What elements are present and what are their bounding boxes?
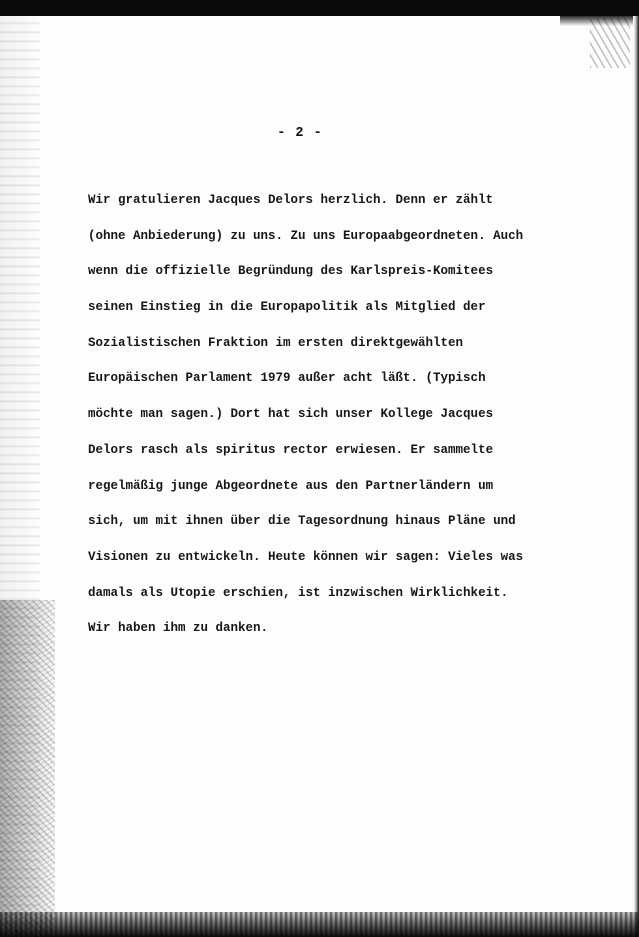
text-line: damals als Utopie erschien, ist inzwischen Wirklichkeit. [88, 585, 509, 600]
scan-bottom-border [0, 912, 639, 937]
text-line: (ohne Anbiederung) zu uns. Zu uns Europaabgeordneten. Auch [88, 228, 524, 243]
text-line: regelmäßig junge Abgeordnete aus den Partnerländern um [88, 478, 494, 493]
text-line: seinen Einstieg in die Europapolitik als Mitglied der [88, 299, 486, 314]
text-line: Sozialistischen Fraktion im ersten direktgewählten [88, 335, 464, 350]
scan-right-edge [633, 16, 639, 937]
text-line: sich, um mit ihnen über die Tagesordnung hinaus Pläne und [88, 514, 516, 529]
scan-left-shadow [0, 600, 55, 937]
text-line: wenn die offizielle Begründung des Karlspreis-Komitees [88, 264, 494, 279]
scan-corner-noise [590, 18, 630, 68]
body-paragraph [88, 171, 608, 659]
text-line: Wir haben ihm zu danken. [88, 621, 269, 636]
text-line: Europäischen Parlament 1979 außer acht läßt. (Typisch [88, 371, 486, 386]
scan-top-border [0, 0, 639, 16]
text-line: Visionen zu entwickeln. Heute können wir sagen: Vieles was [88, 550, 524, 564]
page-number: - 2 - [277, 126, 323, 141]
text-line: Wir gratulieren Jacques Delors herzlich. Denn er zählt [88, 192, 494, 207]
text-line: möchte man sagen.) Dort hat sich unser Kollege Jacques [88, 407, 494, 422]
text-line: Delors rasch als spiritus rector erwiesen. Er sammelte [88, 442, 494, 457]
